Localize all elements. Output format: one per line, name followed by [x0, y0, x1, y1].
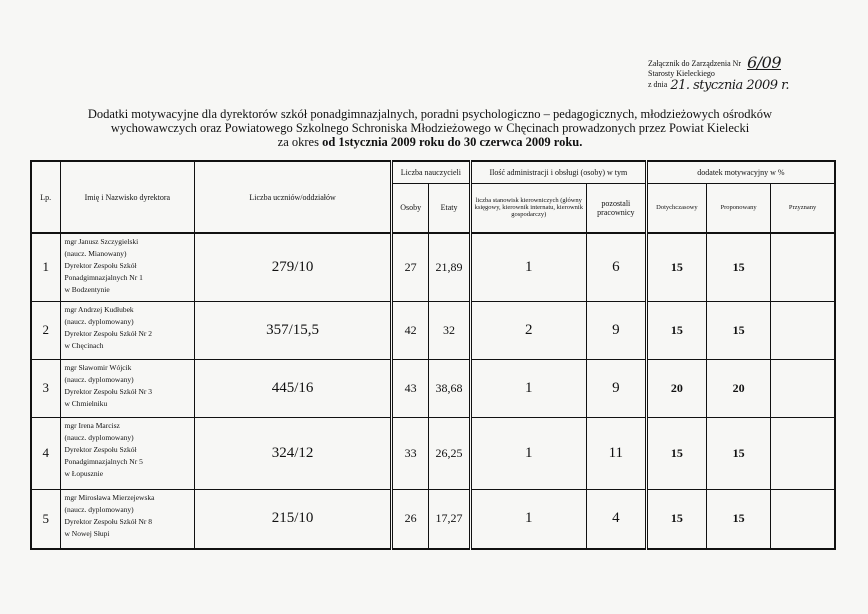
- director-name-cell: [60, 301, 195, 359]
- students-cell: 445/16: [195, 359, 392, 417]
- other-staff-cell: 11: [586, 417, 646, 489]
- granted-bonus-cell: [771, 233, 835, 301]
- header-bonus-group: dodatek motywacyjny w %: [646, 161, 835, 183]
- director-school: Dyrektor Zespołu Szkół Nr 3: [64, 386, 152, 396]
- director-school: Ponadgimnazjalnych Nr 1: [64, 273, 143, 282]
- previous-bonus-cell: 15: [646, 489, 706, 549]
- director-name: mgr Andrzej Kudłubek: [64, 304, 134, 314]
- annex-line-1: Załącznik do Zarządzenia Nr: [648, 59, 742, 68]
- header-lp: Lp.: [31, 161, 60, 233]
- previous-bonus-cell: 15: [646, 301, 706, 359]
- director-name: mgr Janusz Szczygielski: [64, 237, 139, 246]
- other-staff-cell: 9: [586, 301, 646, 359]
- fte-cell: 17,27: [429, 489, 470, 549]
- director-name-cell: [60, 233, 195, 301]
- persons-cell: 42: [392, 301, 429, 359]
- students-cell: 279/10: [195, 233, 392, 301]
- handwritten-annex-date: 21. stycznia 2009 r.: [670, 78, 790, 93]
- previous-bonus-cell: 20: [646, 359, 706, 417]
- header-admin-group: Ilość administracji i obsługi (osoby) w tym: [470, 161, 646, 183]
- director-name: mgr Sławomir Wójcik: [64, 362, 132, 372]
- director-school: Dyrektor Zespołu Szkół Nr 8: [64, 516, 152, 526]
- fte-cell: 38,68: [429, 359, 470, 417]
- director-name: mgr Irena Marcisz: [64, 420, 120, 430]
- director-location: w Łopusznie: [64, 468, 104, 478]
- previous-bonus-cell: 15: [646, 417, 706, 489]
- row-lp: 2: [31, 301, 60, 359]
- proposed-bonus-cell: 15: [706, 489, 770, 549]
- header-managerial: liczba stanowisk kierowniczych (główny księgowy, kierownik internatu, kierownik gospodarczy): [470, 183, 586, 233]
- fte-cell: 32: [429, 301, 470, 359]
- proposed-bonus-cell: 15: [706, 233, 770, 301]
- director-name: mgr Mirosława Mierzejewska: [64, 492, 155, 502]
- table-row: [31, 359, 835, 417]
- header-fte: Etaty: [429, 183, 470, 233]
- heading-line-3: [70, 135, 790, 149]
- director-school: Dyrektor Zespołu Szkół Nr 2: [64, 328, 152, 338]
- director-title: (naucz. dyplomowany): [64, 504, 134, 514]
- director-school: Dyrektor Zespołu Szkół: [64, 444, 137, 454]
- fte-cell: 21,89: [429, 233, 470, 301]
- annex-line-2: Starosty Kieleckiego: [648, 69, 715, 78]
- table-row: [31, 489, 835, 549]
- row-lp: 1: [31, 233, 60, 301]
- other-staff-cell: 4: [586, 489, 646, 549]
- header-row-1: [31, 161, 835, 183]
- table-row: [31, 417, 835, 489]
- persons-cell: 27: [392, 233, 429, 301]
- persons-cell: 43: [392, 359, 429, 417]
- heading-period: od 1stycznia 2009 roku do 30 czerwca 2009 roku.: [322, 135, 583, 149]
- handwritten-annex-number: 6/09: [747, 53, 781, 72]
- document-heading: [70, 107, 790, 149]
- director-title: (naucz. dyplomowany): [64, 374, 134, 384]
- row-lp: 5: [31, 489, 60, 549]
- managerial-cell: 1: [470, 489, 586, 549]
- annex-reference: [648, 53, 858, 93]
- proposed-bonus-cell: 15: [706, 301, 770, 359]
- managerial-cell: 2: [470, 301, 586, 359]
- header-previous: Dotychczasowy: [646, 183, 706, 233]
- header-teachers-group: Liczba nauczycieli: [392, 161, 471, 183]
- header-granted: Przyznany: [771, 183, 835, 233]
- granted-bonus-cell: [771, 301, 835, 359]
- heading-line-2: wychowawczych oraz Powiatowego Szkolnego Schroniska Młodzieżowego w Chęcinach prowadzonych przez Powiat Kielecki: [110, 121, 750, 135]
- annex-line-3: z dnia: [648, 80, 668, 89]
- heading-period-prefix: za okres: [277, 135, 323, 149]
- granted-bonus-cell: [771, 417, 835, 489]
- managerial-cell: 1: [470, 233, 586, 301]
- director-location: w Nowej Słupi: [64, 528, 110, 538]
- managerial-cell: 1: [470, 417, 586, 489]
- director-title: (naucz. dyplomowany): [64, 432, 134, 442]
- granted-bonus-cell: [771, 489, 835, 549]
- header-name: Imię i Nazwisko dyrektora: [60, 161, 195, 233]
- director-title: (naucz. Mianowany): [64, 249, 127, 258]
- heading-line-1: Dodatki motywacyjne dla dyrektorów szkół ponadgimnazjalnych, poradni psychologiczno – pedagogicznych, młodzieżowych ośrodków: [87, 107, 773, 121]
- other-staff-cell: 9: [586, 359, 646, 417]
- header-students: Liczba uczniów/oddziałów: [195, 161, 392, 233]
- students-cell: 357/15,5: [195, 301, 392, 359]
- director-location: w Chęcinach: [64, 340, 104, 350]
- previous-bonus-cell: 15: [646, 233, 706, 301]
- managerial-cell: 1: [470, 359, 586, 417]
- director-name-cell: [60, 359, 195, 417]
- fte-cell: 26,25: [429, 417, 470, 489]
- persons-cell: 33: [392, 417, 429, 489]
- row-lp: 4: [31, 417, 60, 489]
- header-other-staff: pozostali pracownicy: [586, 183, 646, 233]
- row-lp: 3: [31, 359, 60, 417]
- table-row: [31, 301, 835, 359]
- students-cell: 215/10: [195, 489, 392, 549]
- persons-cell: 26: [392, 489, 429, 549]
- director-school: Ponadgimnazjalnych Nr 5: [64, 456, 143, 466]
- granted-bonus-cell: [771, 359, 835, 417]
- bonus-table: [30, 160, 836, 550]
- proposed-bonus-cell: 20: [706, 359, 770, 417]
- header-persons: Osoby: [392, 183, 429, 233]
- header-proposed: Proponowany: [706, 183, 770, 233]
- students-cell: 324/12: [195, 417, 392, 489]
- director-location: w Chmielniku: [64, 398, 108, 408]
- director-location: w Bodzentynie: [64, 285, 110, 294]
- other-staff-cell: 6: [586, 233, 646, 301]
- proposed-bonus-cell: 15: [706, 417, 770, 489]
- director-name-cell: [60, 417, 195, 489]
- director-title: (naucz. dyplomowany): [64, 316, 134, 326]
- table-row: [31, 233, 835, 301]
- director-school: Dyrektor Zespołu Szkół: [64, 261, 137, 270]
- director-name-cell: [60, 489, 195, 549]
